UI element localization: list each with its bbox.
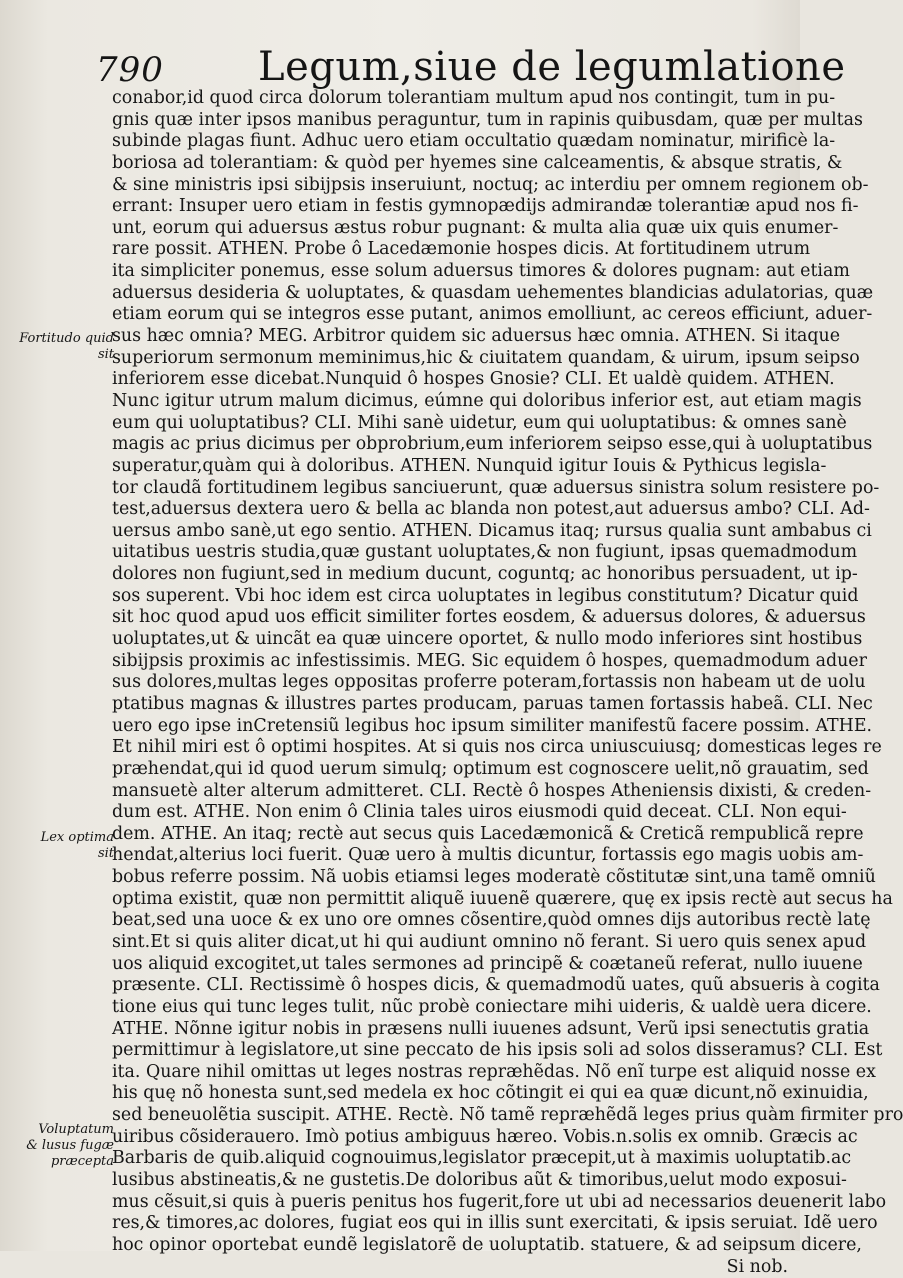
text-line: bobus referre possim. Nã uobis etiamsi leges moderatè cõstitutæ sint,una tamẽ omniũ bbox=[112, 867, 876, 888]
text-line: tione eius qui tunc leges tulit, nũc probè coniectare mihi uideris, & ualdè uera dicere. bbox=[112, 996, 872, 1017]
text-line: errant: Insuper uero etiam in festis gymnopædijs admirandæ tolerantiæ apud nos fi- bbox=[112, 196, 859, 217]
text-line: sos superent. Vbi hoc idem est circa uoluptates in legibus constitutum? Dicatur quid bbox=[112, 585, 859, 606]
text-line: test,aduersus dextera uero & bella ac blanda non potest,aut aduersus ambo? CLI. Ad- bbox=[112, 499, 870, 520]
text-line: lusibus abstineatis,& ne gustetis.De doloribus aũt & timoribus,uelut modo exposui- bbox=[112, 1170, 847, 1191]
marginal-note-line: Voluptatum bbox=[38, 1122, 114, 1137]
text-line: superatur,quàm qui à doloribus. ATHEN. Nunquid igitur Iouis & Pythicus legisla- bbox=[112, 455, 827, 476]
text-line: sibijpsis proximis ac infestissimis. MEG. Sic equidem ô hospes, quemadmodum aduer bbox=[112, 650, 867, 671]
text-line: ita simpliciter ponemus, esse solum aduersus timores & dolores pugnam: aut etiam bbox=[112, 261, 850, 282]
marginal-note-line: Fortitudo quid bbox=[19, 331, 114, 346]
text-line: uitatibus uestris studia,quæ gustant uoluptates,& non fugiunt, ipsas quemadmodum bbox=[112, 542, 858, 563]
text-line: superiorum sermonum meminimus,hic & ciuitatem quandam, & uirum, ipsum seipso bbox=[112, 347, 860, 368]
running-title: Legum,siue de legumlatione bbox=[258, 44, 846, 90]
text-line: his quę nõ honesta sunt,sed medela ex hoc cõtingit ei qui ea quæ dicunt,nõ exinuidia, bbox=[112, 1083, 869, 1104]
text-line: præhendat,qui id quod uerum simulq; optimum est cognoscere uelit,nõ grauatim, sed bbox=[112, 758, 869, 779]
text-line: optima existit, quæ non permittit aliquẽ iuuenẽ quærere, quę ex ipsis rectè aut secus ha bbox=[112, 888, 893, 909]
marginal-note-voluptatum bbox=[6, 1122, 114, 1170]
text-line: uersus ambo sanè,ut ego sentio. ATHEN. Dicamus itaq; rursus qualia sunt ambabus ci bbox=[112, 520, 872, 541]
text-line: Nunc igitur utrum malum dicimus, eúmne qui doloribus inferior est, aut etiam magis bbox=[112, 390, 862, 411]
text-line: uos aliquid excogitet,ut tales sermones ad principẽ & coætaneũ referat, nullo iuuene bbox=[112, 953, 863, 974]
marginal-note-line: sit bbox=[97, 347, 114, 362]
text-line: beat,sed una uoce & ex uno ore omnes cõsentire,quòd omnes dijs autoribus rectè latę bbox=[112, 910, 871, 931]
marginal-note-line: Lex optima bbox=[40, 830, 114, 845]
text-line: gnis quæ inter ipsos manibus peraguntur, tum in rapinis quibusdam, quæ per multas bbox=[112, 109, 863, 130]
text-line: tor claudã fortitudinem legibus sanciuerunt, quæ aduersus sinistra solum resistere po- bbox=[112, 477, 880, 498]
text-line: uiribus cõsiderauero. Imò potius ambiguus hæreo. Vobis.n.solis ex omnib. Græcis ac bbox=[112, 1126, 858, 1147]
text-line: dem. ATHE. An itaq; rectè aut secus quis Lacedæmonicã & Creticã rempublicã repre bbox=[112, 823, 864, 844]
text-line: sed beneuolẽtia suscipit. ATHE. Rectè. Nõ tamẽ repræhẽdã leges prius quàm firmiter pro bbox=[112, 1105, 903, 1126]
text-line: præsente. CLI. Rectissimè ô hospes dicis, & quemadmodũ uates, quũ absueris à cogita bbox=[112, 975, 880, 996]
text-line: mus cẽsuit,si quis à pueris penitus hos fugerit,fore ut ubi ad necessarios deuenerit labo bbox=[112, 1191, 887, 1212]
marginal-note-line: præcepta bbox=[50, 1154, 114, 1169]
text-line: etiam eorum qui se integros esse putant, animos emolliunt, ac cereos efficiunt, aduer- bbox=[112, 304, 873, 325]
text-line: aduersus desideria & uoluptates, & quasdam uehementes blandicias adulatorias, quæ bbox=[112, 282, 874, 303]
text-line: inferiorem esse dicebat.Nunquid ô hospes Gnosie? CLI. Et ualdè quidem. ATHEN. bbox=[112, 369, 835, 390]
text-line: mansuetè alter alterum admitteret. CLI. Rectè ô hospes Atheniensis dixisti, & creden- bbox=[112, 780, 872, 801]
text-line: sus dolores,multas leges oppositas proferre poteram,fortassis non habeam ut de uolu bbox=[112, 672, 866, 693]
text-line: ita. Quare nihil omittas ut leges nostras repræhẽdas. Nõ enĩ turpe est aliquid nosse ex bbox=[112, 1061, 876, 1082]
text-line: uoluptates,ut & uincãt ea quæ uincere oportet, & nullo modo inferiores sint hostibus bbox=[112, 629, 863, 650]
text-line: & sine ministris ipsi sibijpsis inseruiunt, noctuq; ac interdiu per omnem regionem ob- bbox=[112, 174, 869, 195]
text-line: sint.Et si quis aliter dicat,ut hi qui audiunt omnino nõ ferant. Si uero quis senex apud bbox=[112, 931, 867, 952]
text-line: magis ac prius dicimus per obprobrium,eum inferiorem seipso esse,qui à uoluptatibus bbox=[112, 434, 873, 455]
text-line: subinde plagas fiunt. Adhuc uero etiam occultatio quædam nominatur, mirificè la- bbox=[112, 131, 836, 152]
marginal-note-line: & lusus fugæ bbox=[26, 1138, 114, 1153]
page-number: 790 bbox=[96, 50, 164, 90]
text-line: ptatibus magnas & illustres partes producam, paruas tamen fortassis habeã. CLI. Nec bbox=[112, 693, 873, 714]
text-line: dolores non fugiunt,sed in medium ducunt, coguntq; ac honoribus persuadent, ut ip- bbox=[112, 564, 858, 585]
marginal-note-lex-optima bbox=[6, 830, 114, 862]
text-line: sus hæc omnia? MEG. Arbitror quidem sic aduersus hæc omnia. ATHEN. Si itaque bbox=[112, 326, 841, 347]
text-line: sit hoc quod apud uos efficit similiter fortes eosdem, & aduersus dolores, & aduersus bbox=[112, 607, 866, 628]
text-line: res,& timores,ac dolores, fugiat eos qui in illis sunt exercitati, & ipsis seruiat. Idẽ uero bbox=[112, 1213, 878, 1234]
text-line: Et nihil miri est ô optimi hospites. At si quis nos circa uniuscuiusq; domesticas leges re bbox=[112, 737, 882, 758]
text-line: ATHE. Nõnne igitur nobis in præsens nulli iuuenes adsunt, Verũ ipsi senectutis gratia bbox=[112, 1018, 870, 1039]
text-line: Si nob. bbox=[726, 1256, 788, 1277]
text-line: permittimur à legislatore,ut sine peccato de his ipsis soli ad solos disseramus? CLI. Est bbox=[112, 1040, 883, 1061]
text-line: hoc opinor oportebat eundẽ legislatorẽ de uoluptatib. statuere, & ad seipsum dicere, bbox=[112, 1234, 862, 1255]
text-line: Barbaris de quib.aliquid cognouimus,legislator præcepit,ut à maximis uoluptatib.ac bbox=[112, 1148, 852, 1169]
marginal-note-line: sit bbox=[97, 846, 114, 861]
text-line: boriosa ad tolerantiam: & quòd per hyemes sine calceamentis, & absque stratis, & bbox=[112, 152, 843, 173]
text-line: uero ego ipse inCretensiũ legibus hoc ipsum similiter manifestũ facere possim. ATHE. bbox=[112, 715, 873, 736]
text-line: rare possit. ATHEN. Probe ô Lacedæmonie hospes dicis. At fortitudinem utrum bbox=[112, 239, 811, 260]
text-line: dum est. ATHE. Non enim ô Clinia tales uiros eiusmodi quid deceat. CLI. Non equi- bbox=[112, 802, 847, 823]
body-text bbox=[112, 88, 903, 1278]
text-line: eum qui uoluptatibus? CLI. Mihi sanè uidetur, eum qui uoluptatibus: & omnes sanè bbox=[112, 412, 847, 433]
text-line: conabor,id quod circa dolorum tolerantiam multum apud nos contingit, tum in pu- bbox=[112, 88, 836, 108]
text-line: hendat,alterius loci fuerit. Quæ uero à multis dicuntur, fortassis ego magis uobis am- bbox=[112, 845, 864, 866]
marginal-note-fortitudo bbox=[6, 331, 114, 363]
text-line: unt, eorum qui aduersus æstus robur pugnant: & multa alia quæ uix quis enumer- bbox=[112, 217, 839, 238]
